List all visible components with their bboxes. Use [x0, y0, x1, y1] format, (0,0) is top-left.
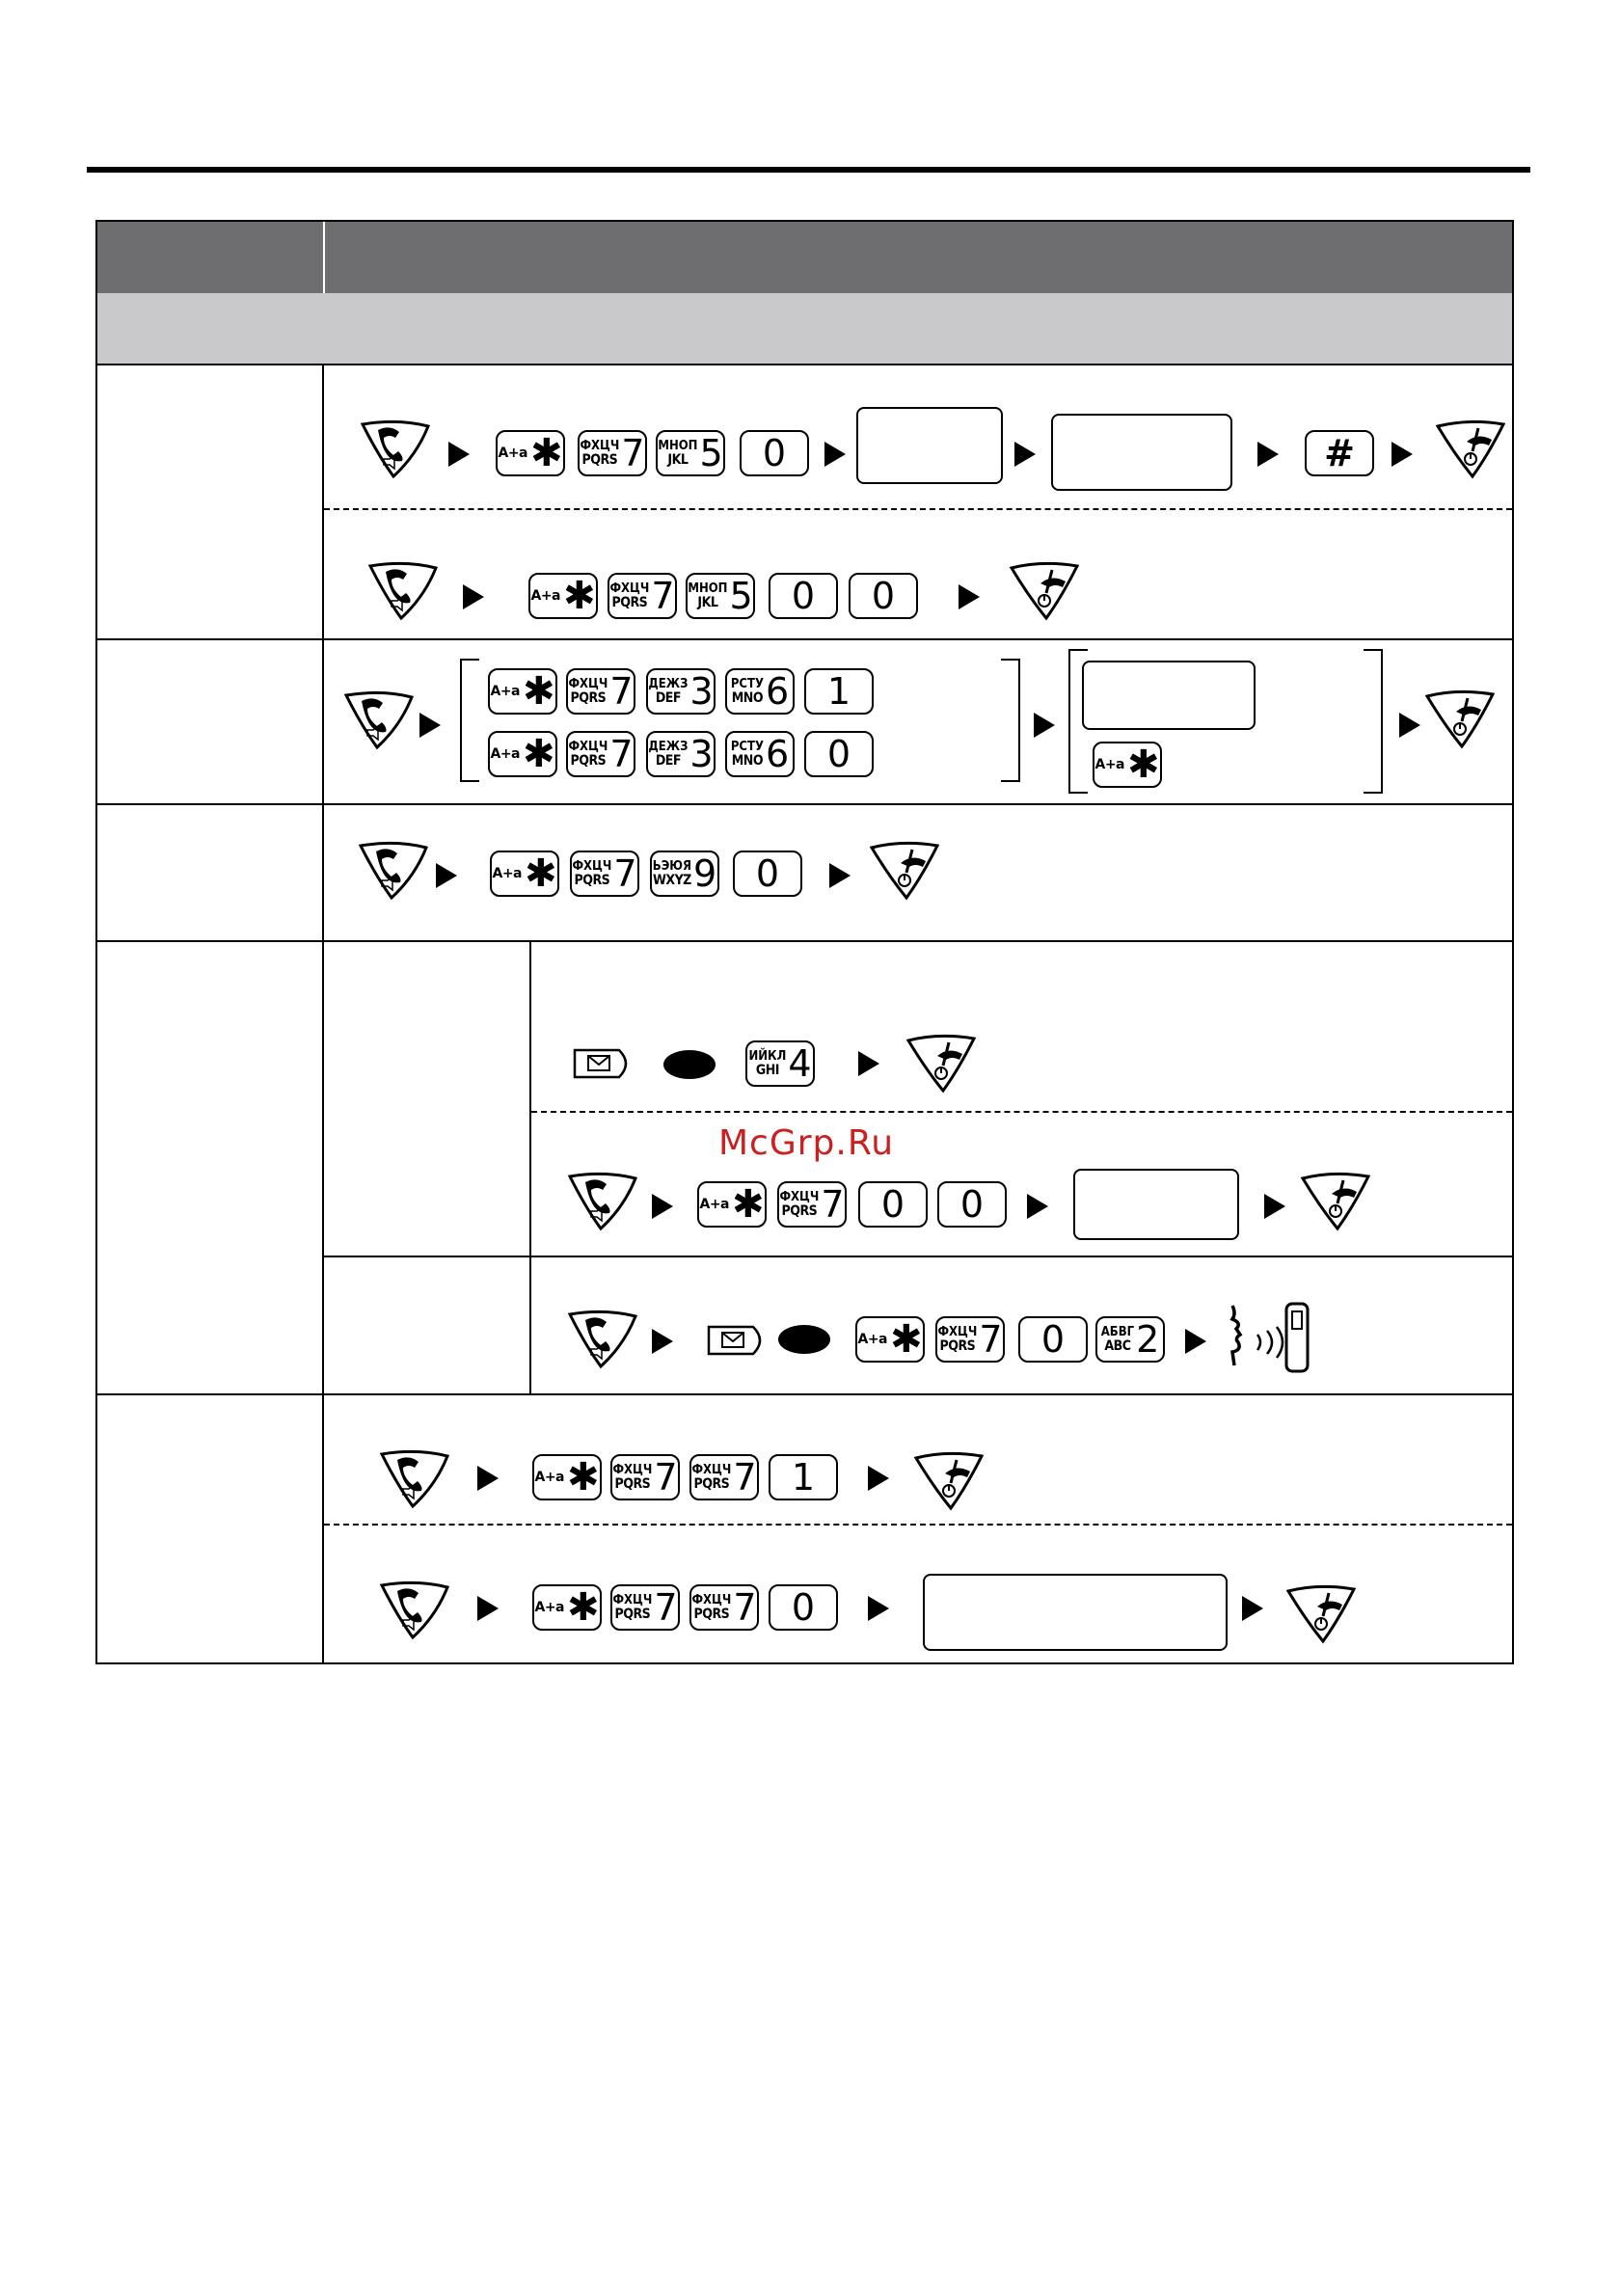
arrow-icon: [436, 863, 457, 888]
row-line-3: [95, 803, 1514, 805]
voice-prompt-handset-icon: [1225, 1302, 1321, 1375]
key-7[interactable]: [610, 1584, 680, 1631]
key-digit: 0: [791, 1586, 816, 1629]
arrow-icon: [652, 1329, 673, 1354]
input-box: [1082, 661, 1256, 730]
asterisk-icon: ✱: [567, 1455, 600, 1499]
row-line-2: [95, 638, 1514, 640]
key-letters: [568, 678, 608, 706]
star-key[interactable]: [1093, 742, 1162, 788]
off-button-icon[interactable]: [1284, 1581, 1358, 1645]
key-letters-latin: PQRS: [939, 1337, 976, 1354]
off-button-icon[interactable]: [912, 1448, 986, 1512]
key-5[interactable]: [686, 573, 755, 619]
off-button-icon[interactable]: [1423, 687, 1497, 750]
key-0[interactable]: [1018, 1316, 1088, 1363]
key-9[interactable]: [650, 851, 719, 897]
table-border-bottom: [95, 1662, 1514, 1664]
key-letters: [731, 678, 764, 706]
key-digit: 7: [613, 852, 637, 895]
key-4[interactable]: [745, 1040, 815, 1087]
arrow-icon: [652, 1194, 673, 1219]
key-7[interactable]: [777, 1181, 847, 1228]
star-key-label: A+a: [857, 1332, 887, 1347]
key-digit: 0: [755, 852, 780, 895]
key-digit: 6: [765, 733, 790, 775]
key-letters-cyrillic: АБВГ: [1100, 1324, 1135, 1339]
star-key-label: A+a: [498, 446, 527, 461]
key-digit: 7: [733, 1586, 757, 1629]
key-letters-cyrillic: ФХЦЧ: [580, 438, 620, 453]
key-letters-latin: PQRS: [570, 752, 607, 769]
key-7[interactable]: [566, 668, 635, 715]
key-digit: 1: [791, 1456, 816, 1499]
key-digit: 3: [689, 670, 714, 713]
key-letters-latin: GHI: [755, 1062, 779, 1078]
table-divider-col: [322, 364, 324, 1664]
arrow-icon: [1399, 713, 1420, 738]
key-letters: [658, 440, 697, 468]
key-letters-cyrillic: ФХЦЧ: [572, 858, 612, 874]
talk-button-icon[interactable]: [357, 838, 430, 902]
talk-button-icon[interactable]: [378, 1446, 451, 1510]
star-key[interactable]: [697, 1181, 767, 1228]
star-key[interactable]: [532, 1454, 602, 1500]
key-letters-latin: PQRS: [581, 451, 618, 468]
key-letters-cyrillic: ФХЦЧ: [691, 1592, 732, 1607]
bracket-right: [1364, 649, 1383, 794]
asterisk-icon: ✱: [563, 574, 596, 618]
key-letters-cyrillic: ФХЦЧ: [568, 739, 608, 754]
key-letters: [688, 582, 727, 610]
key-7[interactable]: [566, 731, 635, 777]
key-digit: 7: [654, 1586, 678, 1629]
row-line-5: [95, 1393, 1514, 1395]
key-7[interactable]: [689, 1454, 759, 1500]
talk-button-icon[interactable]: [378, 1578, 451, 1641]
key-digit: 7: [979, 1318, 1003, 1361]
key-letters-latin: ABC: [1104, 1337, 1131, 1354]
key-digit: 7: [651, 575, 675, 617]
key-letters-latin: PQRS: [614, 1606, 651, 1622]
asterisk-icon: ✱: [890, 1317, 923, 1362]
key-0[interactable]: [733, 851, 802, 897]
key-digit: 0: [826, 733, 851, 775]
star-key-label: A+a: [534, 1600, 564, 1615]
input-box: [1051, 414, 1232, 491]
key-letters-latin: PQRS: [570, 689, 607, 706]
key-digit: 7: [609, 670, 634, 713]
arrow-icon: [868, 1466, 889, 1491]
table-divider-subcol: [529, 941, 531, 1394]
key-letters-cyrillic: РСТУ: [730, 676, 764, 691]
star-key[interactable]: [855, 1316, 925, 1363]
key-letters: [612, 1464, 652, 1492]
key-digit: 0: [1040, 1318, 1066, 1361]
key-0[interactable]: [937, 1181, 1007, 1228]
table-header-left: [95, 220, 323, 293]
hash-key[interactable]: [1305, 430, 1374, 476]
key-letters-latin: JKL: [697, 594, 718, 610]
key-0[interactable]: [804, 731, 874, 777]
arrow-icon: [858, 1051, 879, 1076]
function-key-oval-icon[interactable]: [663, 1050, 716, 1079]
key-digit: 1: [826, 670, 851, 713]
key-letters-cyrillic: ФХЦЧ: [691, 1462, 732, 1477]
star-key-label: A+a: [699, 1197, 729, 1212]
row-line-4: [95, 940, 1514, 942]
key-digit: 3: [689, 733, 714, 775]
talk-button-icon[interactable]: [566, 1307, 639, 1370]
key-digit: 5: [729, 575, 753, 617]
bracket-left: [460, 659, 479, 782]
key-digit: 4: [788, 1042, 812, 1085]
key-digit: 7: [621, 432, 645, 474]
talk-button-icon[interactable]: [566, 1169, 639, 1232]
key-digit: 0: [791, 575, 816, 617]
arrow-icon: [824, 442, 846, 467]
key-letters-latin: PQRS: [611, 594, 648, 610]
arrow-icon: [1257, 442, 1279, 467]
star-key-label: A+a: [530, 588, 560, 604]
arrow-icon: [448, 442, 470, 467]
key-7[interactable]: [935, 1316, 1005, 1363]
talk-button-icon[interactable]: [359, 417, 432, 480]
asterisk-icon: ✱: [567, 1585, 600, 1630]
key-digit: 2: [1136, 1318, 1160, 1361]
star-key[interactable]: [490, 851, 559, 897]
key-letters: [653, 860, 691, 888]
key-letters-cyrillic: ЬЭЮЯ: [652, 858, 692, 874]
arrow-icon: [419, 713, 441, 738]
function-key-oval-icon[interactable]: [778, 1325, 830, 1354]
arrow-icon: [959, 584, 980, 609]
key-7[interactable]: [689, 1584, 759, 1631]
key-7[interactable]: [610, 1454, 680, 1500]
key-letters-latin: JKL: [667, 451, 689, 468]
key-0[interactable]: [858, 1181, 928, 1228]
key-digit: 9: [693, 852, 717, 895]
asterisk-icon: ✱: [523, 732, 555, 776]
bracket-right: [1001, 659, 1020, 782]
star-key-label: A+a: [1094, 757, 1124, 772]
input-box: [923, 1574, 1228, 1651]
key-letters-cyrillic: ФХЦЧ: [612, 1462, 653, 1477]
key-letters-latin: DEF: [655, 689, 681, 706]
key-letters-cyrillic: ФХЦЧ: [609, 581, 650, 596]
off-button-icon[interactable]: [1008, 558, 1081, 622]
star-key-label: A+a: [534, 1470, 564, 1485]
arrow-icon: [1185, 1329, 1206, 1354]
key-letters-cyrillic: ДЕЖЗ: [648, 676, 689, 691]
key-letters-cyrillic: ФХЦЧ: [937, 1324, 978, 1339]
star-key-label: A+a: [490, 746, 520, 762]
key-1[interactable]: [769, 1454, 838, 1500]
key-letters: [779, 1191, 819, 1219]
key-digit: 0: [880, 1183, 905, 1226]
off-button-icon[interactable]: [1434, 417, 1507, 480]
star-key[interactable]: [488, 731, 557, 777]
star-key-label: A+a: [490, 684, 520, 699]
key-7[interactable]: [578, 430, 647, 476]
top-rule: [87, 167, 1530, 173]
key-letters-latin: PQRS: [781, 1202, 818, 1219]
key-2[interactable]: [1095, 1316, 1165, 1363]
key-letters: [937, 1326, 977, 1354]
star-key[interactable]: [532, 1584, 602, 1631]
off-button-icon[interactable]: [905, 1031, 978, 1094]
key-digit: 7: [733, 1456, 757, 1499]
arrow-icon: [868, 1596, 889, 1621]
key-letters: [572, 860, 611, 888]
key-letters-latin: PQRS: [614, 1475, 651, 1492]
arrow-icon: [1391, 442, 1413, 467]
key-3[interactable]: [646, 731, 716, 777]
key-7[interactable]: [608, 573, 677, 619]
table-border-top: [95, 220, 1514, 222]
key-digit: 7: [654, 1456, 678, 1499]
arrow-icon: [1242, 1596, 1263, 1621]
arrow-icon: [477, 1466, 499, 1491]
watermark: McGrp.Ru: [718, 1123, 895, 1163]
arrow-icon: [1014, 442, 1036, 467]
key-letters-cyrillic: ИЙКЛ: [748, 1048, 787, 1064]
arrow-icon: [1027, 1194, 1048, 1219]
key-letters-latin: MNO: [731, 689, 764, 706]
table-border-right: [1512, 220, 1514, 1664]
key-letters: [748, 1050, 786, 1078]
key-letters-latin: PQRS: [693, 1606, 730, 1622]
key-letters-cyrillic: ДЕЖЗ: [648, 739, 689, 754]
row-line-4b: [322, 1256, 1514, 1257]
table-header-right: [325, 220, 1514, 293]
key-letters: [580, 440, 619, 468]
key-letters-cyrillic: ФХЦЧ: [612, 1592, 653, 1607]
key-6[interactable]: [725, 731, 795, 777]
row-line-1: [95, 364, 1514, 365]
arrow-icon: [477, 1596, 499, 1621]
row5-dashed-separator: [324, 1524, 1512, 1526]
row1-dashed-separator: [324, 508, 1512, 510]
key-letters-cyrillic: МНОП: [688, 581, 728, 596]
key-digit: 0: [762, 432, 787, 474]
asterisk-icon: ✱: [523, 669, 555, 714]
table-subheader: [95, 293, 1514, 364]
key-letters: [691, 1464, 731, 1492]
key-6[interactable]: [725, 668, 795, 715]
key-letters: [612, 1594, 652, 1622]
key-letters-latin: MNO: [731, 752, 764, 769]
star-key[interactable]: [496, 430, 565, 476]
row4-dashed-separator: [531, 1111, 1512, 1113]
talk-button-icon[interactable]: [342, 688, 416, 751]
arrow-icon: [463, 584, 484, 609]
key-letters-cyrillic: МНОП: [658, 438, 698, 453]
key-digit: 7: [821, 1183, 845, 1226]
hash-glyph: #: [1324, 432, 1355, 474]
asterisk-icon: ✱: [525, 851, 557, 896]
input-box: [856, 407, 1003, 484]
asterisk-icon: ✱: [1127, 743, 1160, 787]
key-letters: [609, 582, 649, 610]
key-7[interactable]: [570, 851, 639, 897]
off-button-icon[interactable]: [1299, 1169, 1372, 1232]
key-0[interactable]: [849, 573, 918, 619]
key-digit: 7: [609, 733, 634, 775]
key-letters: [1101, 1326, 1134, 1354]
key-letters-latin: DEF: [655, 752, 681, 769]
key-0[interactable]: [769, 573, 838, 619]
key-letters-latin: PQRS: [574, 872, 610, 888]
star-key[interactable]: [488, 668, 557, 715]
talk-button-icon[interactable]: [366, 558, 440, 622]
message-button-icon[interactable]: [573, 1046, 636, 1081]
key-digit: 5: [699, 432, 723, 474]
message-button-icon[interactable]: [707, 1323, 770, 1358]
key-digit: 0: [871, 575, 896, 617]
key-digit: 0: [959, 1183, 985, 1226]
key-letters: [648, 678, 688, 706]
key-letters-cyrillic: РСТУ: [730, 739, 764, 754]
key-letters-latin: WXYZ: [652, 872, 691, 888]
arrow-icon: [1034, 713, 1055, 738]
asterisk-icon: ✱: [732, 1182, 765, 1227]
key-1[interactable]: [804, 668, 874, 715]
key-letters-cyrillic: ФХЦЧ: [568, 676, 608, 691]
key-letters: [568, 741, 608, 769]
asterisk-icon: ✱: [530, 431, 563, 475]
arrow-icon: [1264, 1194, 1285, 1219]
arrow-icon: [829, 863, 851, 888]
key-0[interactable]: [769, 1584, 838, 1631]
key-digit: 6: [765, 670, 790, 713]
input-box: [1073, 1169, 1239, 1240]
key-letters: [648, 741, 688, 769]
key-letters-latin: PQRS: [693, 1475, 730, 1492]
star-key-label: A+a: [492, 866, 522, 881]
key-0[interactable]: [740, 430, 809, 476]
key-letters: [731, 741, 764, 769]
table-border-left: [95, 220, 97, 1664]
key-5[interactable]: [656, 430, 725, 476]
star-key[interactable]: [528, 573, 598, 619]
key-letters-cyrillic: ФХЦЧ: [779, 1189, 820, 1204]
key-letters: [691, 1594, 731, 1622]
off-button-icon[interactable]: [868, 838, 941, 902]
key-3[interactable]: [646, 668, 716, 715]
